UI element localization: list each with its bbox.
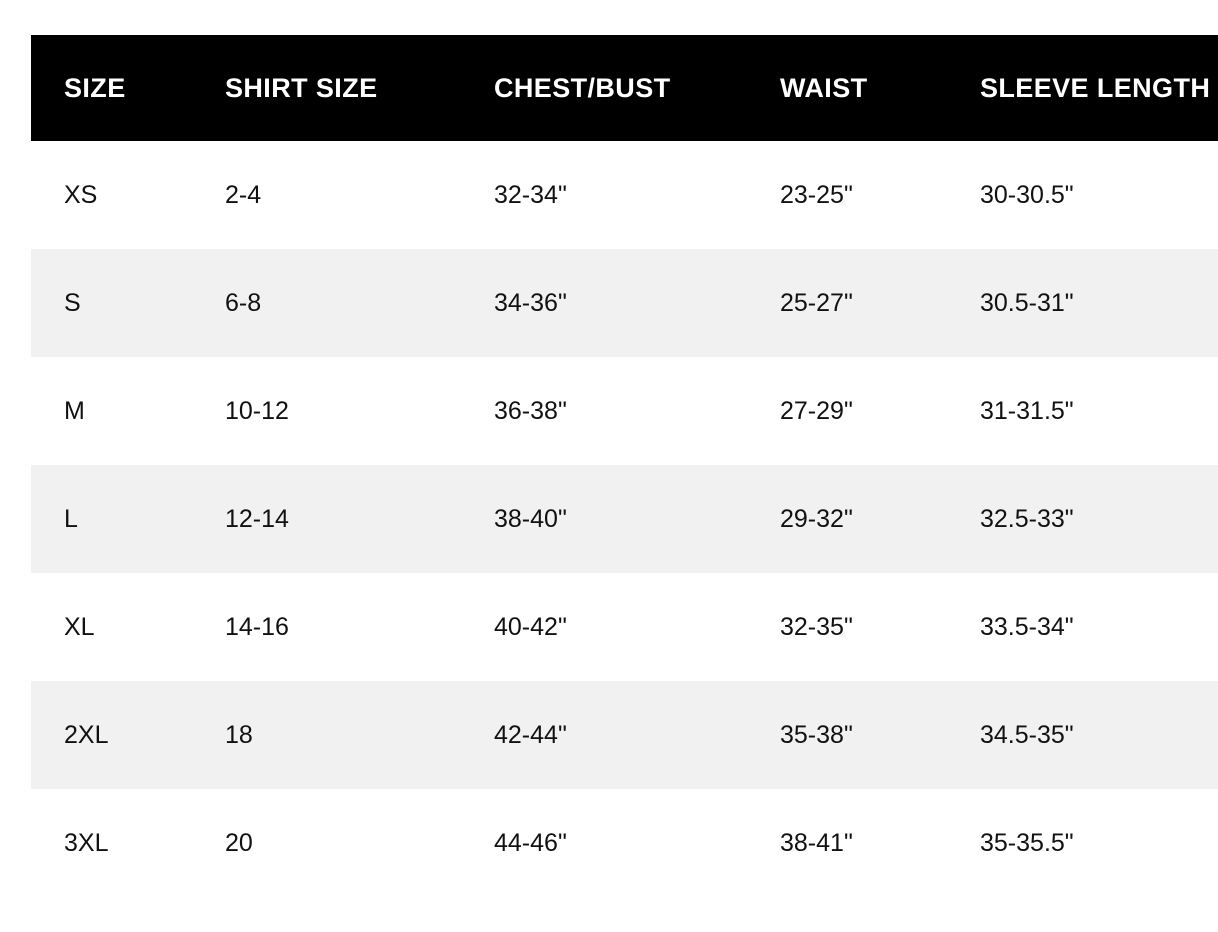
cell-chest-bust: 42-44" bbox=[470, 681, 757, 789]
size-chart-table bbox=[31, 35, 1218, 897]
cell-size: XS bbox=[31, 141, 194, 249]
table-row bbox=[31, 465, 1218, 573]
cell-chest-bust: 44-46" bbox=[470, 789, 757, 897]
cell-size: 2XL bbox=[31, 681, 194, 789]
cell-sleeve-length: 30.5-31" bbox=[950, 249, 1218, 357]
cell-waist: 27-29" bbox=[757, 357, 950, 465]
cell-waist: 29-32" bbox=[757, 465, 950, 573]
size-chart-table-wrapper bbox=[31, 35, 1211, 897]
cell-size: M bbox=[31, 357, 194, 465]
cell-sleeve-length: 30-30.5" bbox=[950, 141, 1218, 249]
cell-shirt-size: 14-16 bbox=[194, 573, 470, 681]
cell-sleeve-length: 34.5-35" bbox=[950, 681, 1218, 789]
column-header-shirt-size: SHIRT SIZE bbox=[225, 72, 378, 103]
column-header-sleeve-length: SLEEVE LENGTH bbox=[980, 72, 1211, 103]
cell-chest-bust: 38-40" bbox=[470, 465, 757, 573]
table-row bbox=[31, 789, 1218, 897]
cell-waist: 25-27" bbox=[757, 249, 950, 357]
cell-shirt-size: 12-14 bbox=[194, 465, 470, 573]
cell-sleeve-length: 32.5-33" bbox=[950, 465, 1218, 573]
table-body bbox=[31, 141, 1218, 897]
table-row bbox=[31, 141, 1218, 249]
table-row bbox=[31, 249, 1218, 357]
cell-sleeve-length: 35-35.5" bbox=[950, 789, 1218, 897]
cell-chest-bust: 34-36" bbox=[470, 249, 757, 357]
table-row bbox=[31, 681, 1218, 789]
table-header-row bbox=[31, 35, 1218, 141]
cell-chest-bust: 32-34" bbox=[470, 141, 757, 249]
cell-size: 3XL bbox=[31, 789, 194, 897]
column-header-chest-bust: CHEST/BUST bbox=[494, 72, 671, 103]
table-row bbox=[31, 357, 1218, 465]
cell-shirt-size: 20 bbox=[194, 789, 470, 897]
cell-sleeve-length: 31-31.5" bbox=[950, 357, 1218, 465]
cell-size: XL bbox=[31, 573, 194, 681]
cell-shirt-size: 6-8 bbox=[194, 249, 470, 357]
cell-shirt-size: 18 bbox=[194, 681, 470, 789]
cell-chest-bust: 40-42" bbox=[470, 573, 757, 681]
cell-waist: 32-35" bbox=[757, 573, 950, 681]
column-header-waist: WAIST bbox=[780, 72, 868, 103]
table-row bbox=[31, 573, 1218, 681]
cell-shirt-size: 2-4 bbox=[194, 141, 470, 249]
cell-sleeve-length: 33.5-34" bbox=[950, 573, 1218, 681]
cell-shirt-size: 10-12 bbox=[194, 357, 470, 465]
cell-size: L bbox=[31, 465, 194, 573]
table-header bbox=[31, 35, 1218, 141]
cell-size: S bbox=[31, 249, 194, 357]
cell-waist: 38-41" bbox=[757, 789, 950, 897]
cell-waist: 23-25" bbox=[757, 141, 950, 249]
cell-chest-bust: 36-38" bbox=[470, 357, 757, 465]
column-header-size: SIZE bbox=[64, 72, 126, 103]
cell-waist: 35-38" bbox=[757, 681, 950, 789]
